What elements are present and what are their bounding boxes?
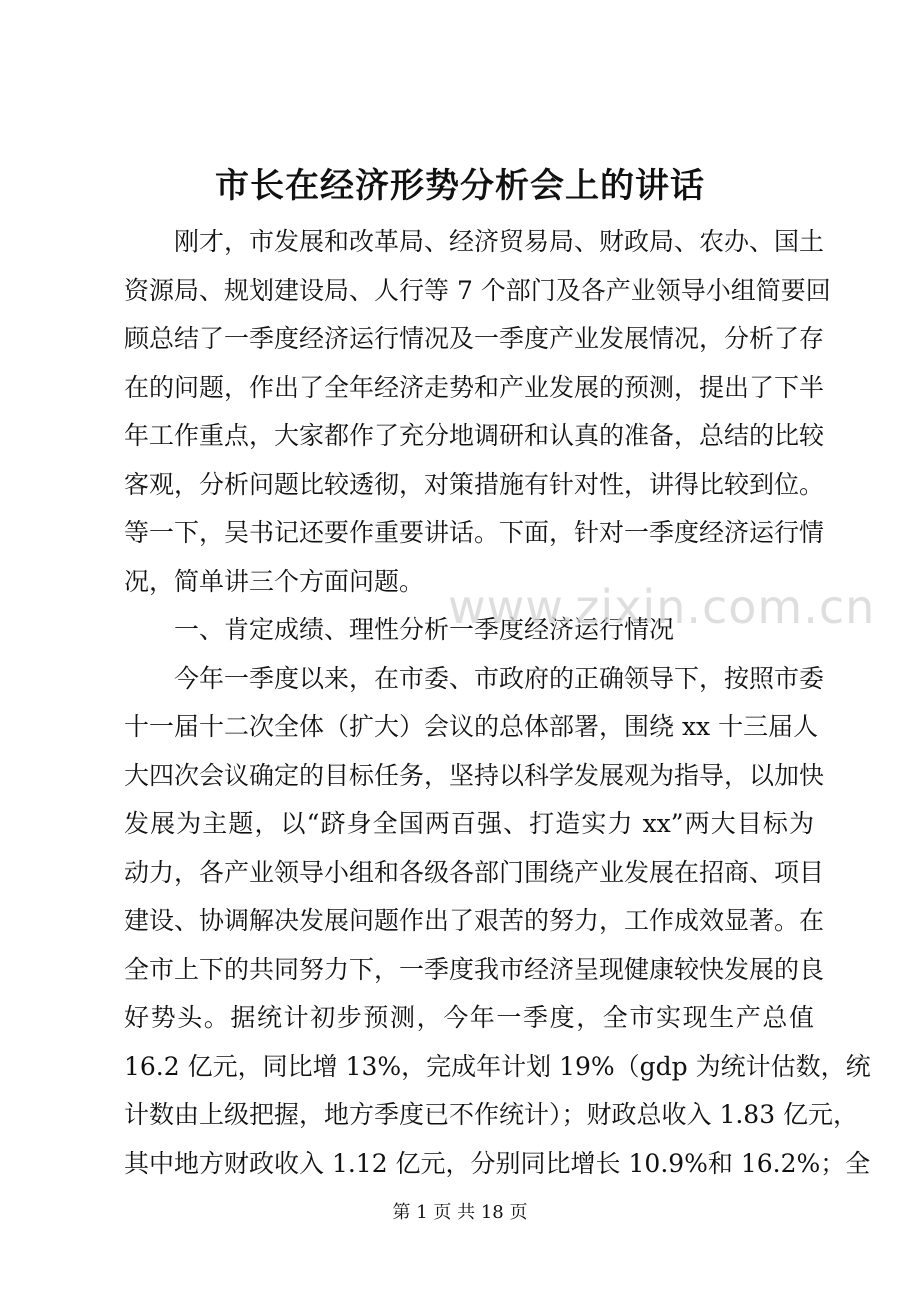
paragraph-line: 计数由上级把握，地方季度已不作统计）；财政总收入 1.83 亿元， — [124, 1100, 859, 1129]
paragraph-line: 等一下，吴书记还要作重要讲话。下面，针对一季度经济运行情 — [124, 518, 825, 547]
document-title: 市长在经济形势分析会上的讲话 — [215, 166, 705, 206]
paragraph-line: 建设、协调解决发展问题作出了艰苦的努力，工作成效显著。在 — [124, 906, 825, 935]
watermark: www.zixin.com.cn — [448, 580, 876, 634]
paragraph-line: 动力，各产业领导小组和各级各部门围绕产业发展在招商、项目 — [124, 857, 825, 887]
paragraph-line: 况，简单讲三个方面问题。 — [124, 566, 425, 596]
paragraph-line: 好势头。据统计初步预测，今年一季度，全市实现生产总值 — [124, 1003, 814, 1032]
paragraph-line: 发展为主题，以“跻身全国两百强、打造实力 xx”两大目标为 — [124, 809, 814, 838]
paragraph-line: 全市上下的共同努力下，一季度我市经济呈现健康较快发展的良 — [124, 954, 825, 984]
section-heading: 一、肯定成绩、理性分析一季度经济运行情况 — [174, 615, 675, 644]
paragraph-line: 其中地方财政收入 1.12 亿元，分别同比增长 10.9%和 16.2%；全 — [124, 1148, 871, 1178]
document-body — [124, 218, 871, 1188]
page-footer: 第 1 页 共 18 页 — [392, 1202, 528, 1223]
paragraph-line: 今年一季度以来，在市委、市政府的正确领导下，按照市委 — [174, 663, 825, 693]
paragraph-line: 十一届十二次全体（扩大）会议的总体部署，围绕 xx 十三届人 — [124, 712, 819, 741]
paragraph-line: 大四次会议确定的目标任务，坚持以科学发展观为指导，以加快 — [124, 760, 825, 790]
paragraph-line: 在的问题，作出了全年经济走势和产业发展的预测，提出了下半 — [124, 372, 825, 402]
paragraph-line: 资源局、规划建设局、人行等 7 个部门及各产业领导小组简要回 — [124, 275, 831, 305]
paragraph-line: 刚才，市发展和改革局、经济贸易局、财政局、农办、国土 — [174, 227, 825, 256]
paragraph-line: 客观，分析问题比较透彻，对策措施有针对性，讲得比较到位。 — [124, 469, 825, 499]
paragraph-line: 顾总结了一季度经济运行情况及一季度产业发展情况，分析了存 — [124, 324, 825, 353]
paragraph-line: 年工作重点，大家都作了充分地调研和认真的准备，总结的比较 — [124, 421, 825, 450]
paragraph-line: 16.2 亿元，同比增 13%，完成年计划 19%（gdp 为统计估数，统 — [124, 1051, 871, 1081]
